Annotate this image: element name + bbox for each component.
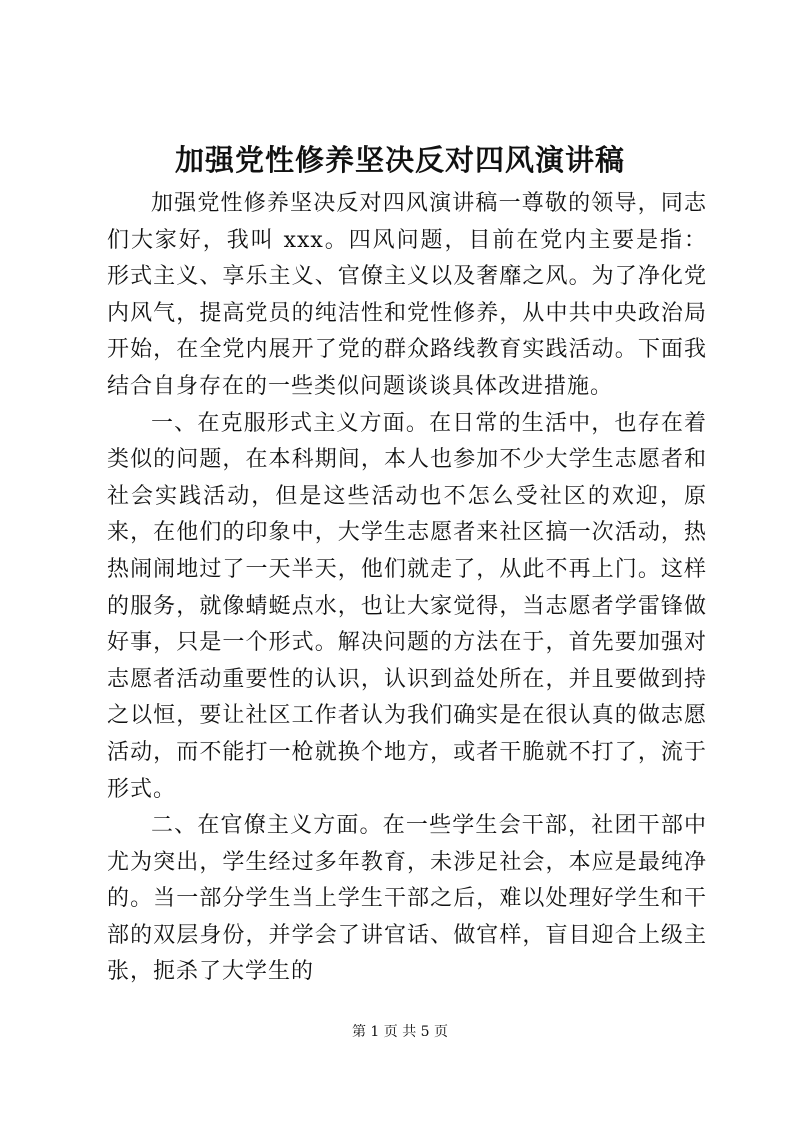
document-body bbox=[107, 186, 707, 991]
document-title: 加强党性修养坚决反对四风演讲稿 bbox=[174, 143, 625, 177]
paragraph-bureaucracy: 二、在官僚主义方面。在一些学生会干部，社团干部中尤为突出，学生经过多年教育，未涉足社会，本应是最纯净的。当一部分学生当上学生干部之后，难以处理好学生和干部的双层身份，并学会了讲官话、做官样，盲目迎合上级主张，扼杀了大学生的 bbox=[107, 813, 707, 985]
page-number-footer: 第 1 页 共 5 页 bbox=[351, 1024, 449, 1040]
paragraph-formalism: 一、在克服形式主义方面。在日常的生活中，也存在着类似的问题，在本科期间，本人也参加不少大学生志愿者和社会实践活动，但是这些活动也不怎么受社区的欢迎，原来，在他们的印象中，大学生志愿者来社区搞一次活动，热热闹闹地过了一天半天，他们就走了，从此不再上门。这样的服务，就像蜻蜓点水，也让大家觉得，当志愿者学雷锋做好事，只是一个形式。解决问题的方法在于，首先要加强对志愿者活动重要性的认识，认识到益处所在，并且要做到持之以恒，要让社区工作者认为我们确实是在很认真的做志愿活动，而不能打一枪就换个地方，或者干脆就不打了，流于形式。 bbox=[107, 410, 707, 802]
paragraph-intro: 加强党性修养坚决反对四风演讲稿一尊敬的领导，同志们大家好，我叫 xxx。四风问题，目前在党内主要是指：形式主义、享乐主义、官僚主义以及奢靡之风。为了净化党内风气，提高党员的纯洁性和党性修养，从中共中央政治局开始，在全党内展开了党的群众路线教育实践活动。下面我结合自身存在的一些类似问题谈谈具体改进措施。 bbox=[107, 191, 707, 399]
